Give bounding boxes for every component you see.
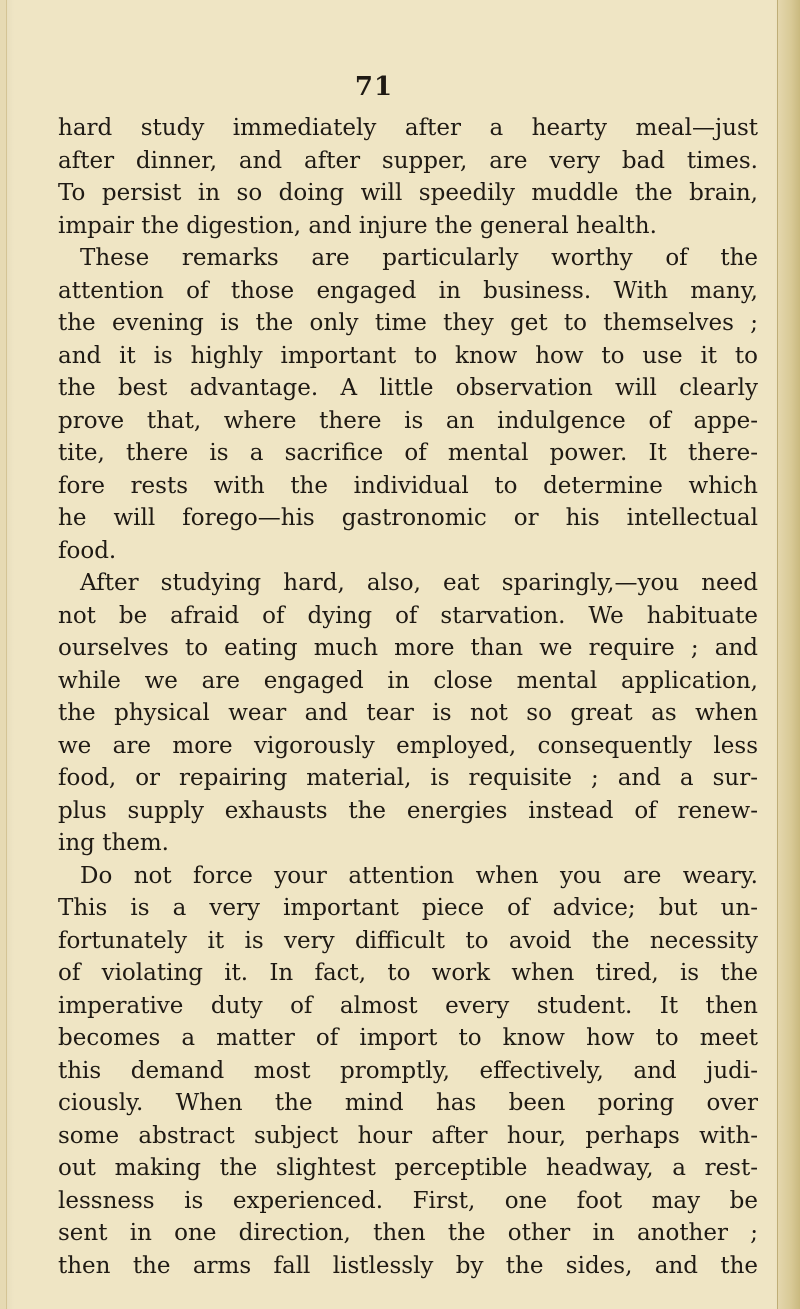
- text-line: ing them.: [58, 830, 169, 856]
- text-line: he will forego—his gastronomic or his intellectual: [58, 505, 758, 531]
- text-line: becomes a matter of import to know how to meet: [58, 1025, 758, 1051]
- text-line: food, or repairing material, is requisite ; and a sur-: [58, 765, 758, 791]
- text-line: impair the digestion, and injure the general health.: [58, 212, 657, 239]
- text-line: out making the slightest perceptible headway, a rest-: [58, 1155, 758, 1181]
- text-line: Do not force your attention when you are weary.: [80, 862, 758, 889]
- text-line: sent in one direction, then the other in another ;: [58, 1220, 758, 1246]
- text-line: we are more vigorously employed, consequently less: [58, 732, 758, 759]
- text-line: imperative duty of almost every student. It then: [58, 992, 758, 1019]
- text-line: some abstract subject hour after hour, perhaps with-: [58, 1122, 758, 1149]
- text-line: These remarks are particularly worthy of the: [80, 245, 758, 271]
- body-text: [58, 112, 758, 1282]
- text-line: prove that, where there is an indulgence of appe-: [58, 407, 758, 434]
- text-line: hard study immediately after a hearty meal—just: [58, 115, 758, 141]
- text-line: while we are engaged in close mental application,: [58, 667, 758, 694]
- text-line: and it is highly important to know how to use it to: [58, 342, 758, 369]
- text-line: To persist in so doing will speedily muddle the brain,: [58, 180, 758, 206]
- text-line: the physical wear and tear is not so great as when: [58, 700, 758, 726]
- text-line: after dinner, and after supper, are very bad times.: [58, 147, 758, 174]
- text-line: the evening is the only time they get to themselves ;: [58, 310, 758, 336]
- text-line: tite, there is a sacrifice of mental power. It there-: [58, 440, 758, 466]
- text-line: fortunately it is very difficult to avoid the necessity: [58, 927, 758, 954]
- text-line: this demand most promptly, effectively, and judi-: [58, 1057, 758, 1084]
- text-line: the best advantage. A little observation will clearly: [58, 375, 758, 401]
- text-line: ciously. When the mind has been poring over: [58, 1090, 758, 1116]
- page-left-edge: [0, 0, 7, 1309]
- text-line: of violating it. In fact, to work when tired, is the: [58, 960, 758, 986]
- text-line: attention of those engaged in business. With many,: [58, 277, 758, 304]
- text-line: not be afraid of dying of starvation. We habituate: [58, 602, 758, 629]
- text-line: After studying hard, also, eat sparingly,—you need: [80, 570, 758, 596]
- text-line: then the arms fall listlessly by the sides, and the: [58, 1252, 758, 1279]
- text-line: fore rests with the individual to determine which: [58, 472, 758, 499]
- text-line: ourselves to eating much more than we require ; and: [58, 635, 758, 661]
- text-line: plus supply exhausts the energies instead of renew-: [58, 797, 758, 824]
- page-right-edge: [777, 0, 800, 1309]
- text-line: lessness is experienced. First, one foot may be: [58, 1187, 758, 1214]
- text-line: This is a very important piece of advice; but un-: [58, 895, 758, 921]
- text-line: food.: [58, 537, 117, 564]
- page-number: 71: [354, 72, 394, 102]
